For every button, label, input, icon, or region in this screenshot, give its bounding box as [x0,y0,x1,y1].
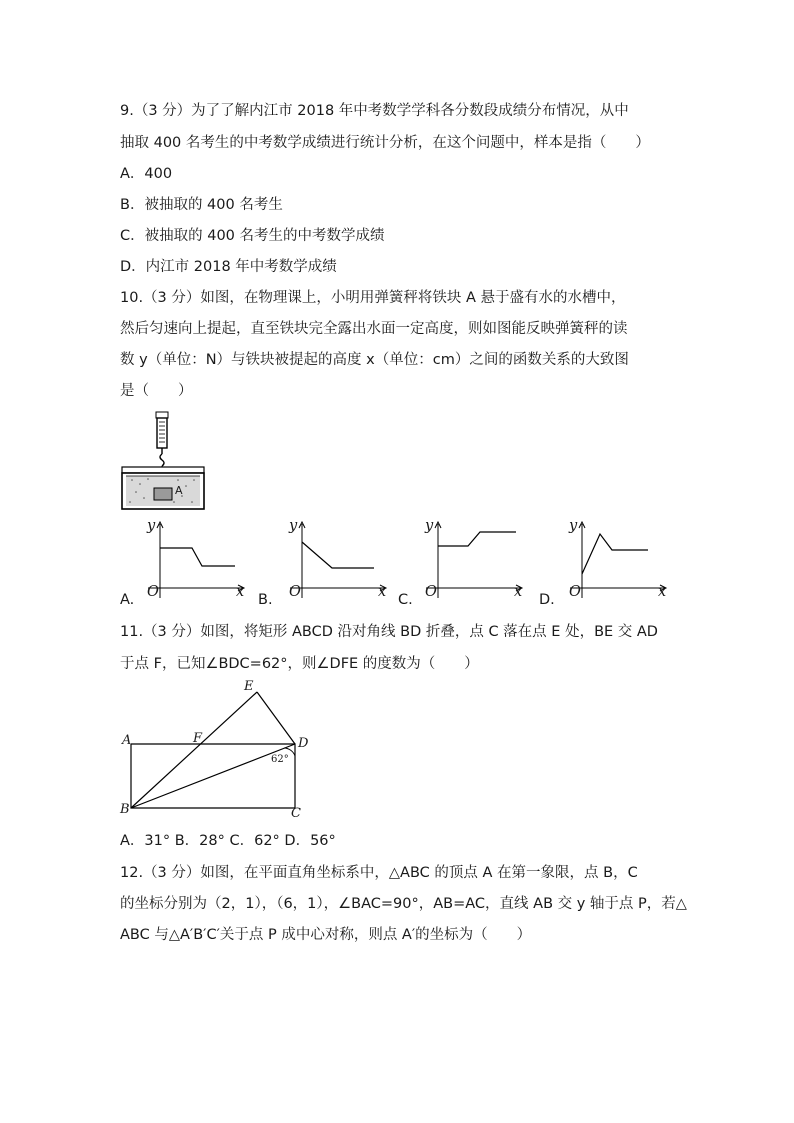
q12-line-2: 的坐标分别为（2，1），（6，1），∠BAC=90°，AB=AC，直线 AB 交 y 轴于点 P，若△ [120,896,687,912]
graph-a-x-label: x [236,584,245,600]
q9-option-c: C．被抽取的 400 名考生的中考数学成绩 [120,228,385,244]
q11-point-e-label: E [244,679,254,694]
q12-line-1: 12.（3 分）如图，在平面直角坐标系中，△ABC 的顶点 A 在第一象限，点 B，C [120,865,638,881]
graph-b-origin-label: O [289,584,301,600]
q11-angle-label: 62° [271,754,289,765]
q10-line-3: 数 y（单位：N）与铁块被提起的高度 x（单位：cm）之间的函数关系的大致图 [120,352,629,368]
q11-line-2: 于点 F，已知∠BDC=62°，则∠DFE 的度数为（ ） [120,656,479,672]
q9-line-2: 抽取 400 名考生的中考数学成绩进行统计分析，在这个问题中，样本是指（ ） [120,135,650,151]
q11-options: A．31° B．28° C．62° D．56° [120,833,336,849]
q12-line-3: ABC 与△A′B′C′关于点 P 成中心对称，则点 A′的坐标为（ ） [120,927,532,943]
q11-point-a-label: A [122,733,132,748]
q9-option-a: A．400 [120,166,173,182]
q9-option-b: B．被抽取的 400 名考生 [120,197,283,213]
q11-line-1: 11.（3 分）如图，将矩形 ABCD 沿对角线 BD 折叠，点 C 落在点 E 处，BE 交 AD [120,624,658,640]
q10-option-b-letter: B. [258,592,273,608]
q11-point-d-label: D [298,736,309,751]
spring-scale-figure [118,410,208,510]
q10-line-4: 是（ ） [120,383,193,399]
q10-option-c-letter: C. [398,592,413,608]
iron-block-label: A [175,484,183,497]
q11-point-c-label: C [291,806,301,821]
q10-line-2: 然后匀速向上提起，直至铁块完全露出水面一定高度，则如图能反映弹簧秤的读 [120,321,628,337]
graph-b-x-label: x [378,584,387,600]
graph-b-y-label: y [289,518,298,534]
q11-point-f-label: F [193,731,203,746]
q11-point-b-label: B [120,802,130,817]
graph-a-y-label: y [147,518,156,534]
q10-option-a-letter: A. [120,592,135,608]
graph-a-origin-label: O [147,584,159,600]
q10-line-1: 10.（3 分）如图，在物理课上，小明用弹簧秤将铁块 A 悬于盛有水的水槽中， [120,290,626,306]
graph-d-x-label: x [658,584,667,600]
q9-line-1: 9.（3 分）为了了解内江市 2018 年中考数学学科各分数段成绩分布情况，从中 [120,103,629,119]
graph-d-origin-label: O [569,584,581,600]
q11-rectangle-fold-figure [120,680,320,825]
q10-option-d-letter: D. [539,592,555,608]
q9-option-d: D．内江市 2018 年中考数学成绩 [120,259,337,275]
graph-c-origin-label: O [425,584,437,600]
graph-d-y-label: y [569,518,578,534]
graph-c-y-label: y [425,518,434,534]
graph-c-x-label: x [514,584,523,600]
